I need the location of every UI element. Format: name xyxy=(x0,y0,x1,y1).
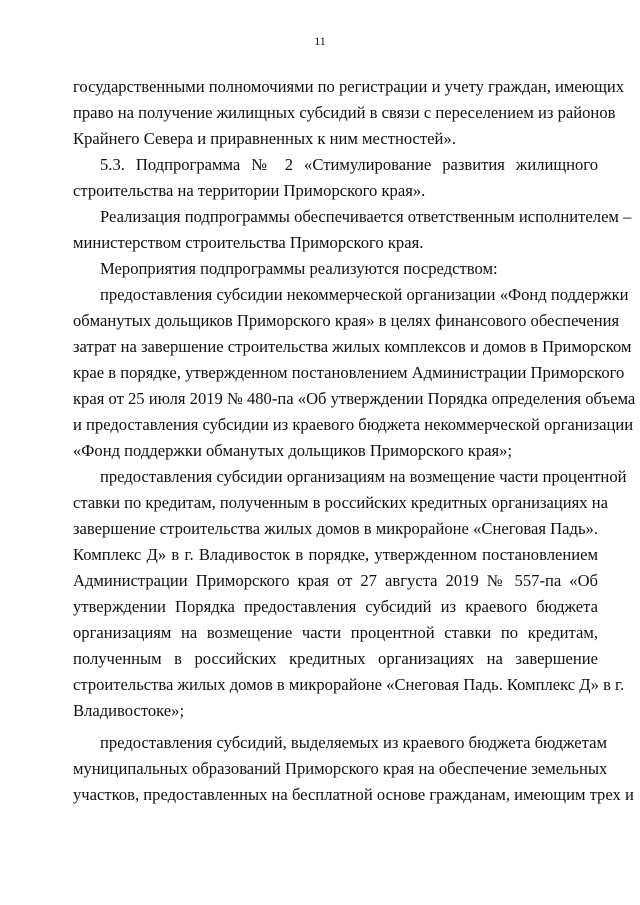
text-line: края от 25 июля 2019 № 480-па «Об утверждении Порядка определения объема xyxy=(73,389,636,408)
text-line: Крайнего Севера и приравненных к ним местностей». xyxy=(73,129,456,148)
text-line: предоставления субсидии некоммерческой организации «Фонд поддержки xyxy=(100,285,629,304)
text-line: Владивостоке»; xyxy=(73,701,185,720)
text-line: государственными полномочиями по регистрации и учету граждан, имеющих xyxy=(73,77,625,96)
text-line: Администрации Приморского края от 27 августа 2019 № 557-па «Об xyxy=(73,571,598,590)
text-line: ставки по кредитам, полученным в российских кредитных организациях на xyxy=(73,493,609,512)
text-line: затрат на завершение строительства жилых комплексов и домов в Приморском xyxy=(73,337,632,356)
text-line: и предоставления субсидии из краевого бюджета некоммерческой организации xyxy=(73,415,634,434)
text-line: обманутых дольщиков Приморского края» в целях финансового обеспечения xyxy=(73,311,620,330)
text-line: Мероприятия подпрограммы реализуются посредством: xyxy=(100,259,498,278)
section-heading-line: строительства на территории Приморского края». xyxy=(73,181,426,200)
text-line: утверждении Порядка предоставления субсидий из краевого бюджета xyxy=(73,597,598,616)
text-line: завершение строительства жилых домов в микрорайоне «Снеговая Падь». xyxy=(73,519,598,538)
text-line: «Фонд поддержки обманутых дольщиков Приморского края»; xyxy=(73,441,513,460)
text-line: Реализация подпрограммы обеспечивается ответственным исполнителем – xyxy=(100,207,632,226)
page-number: 11 xyxy=(314,34,326,48)
section-heading-line: 5.3. Подпрограмма № 2 «Стимулирование развития жилищного xyxy=(100,155,598,174)
text-line: организациям на возмещение части процентной ставки по кредитам, xyxy=(73,623,598,642)
text-line: предоставления субсидий, выделяемых из краевого бюджета бюджетам xyxy=(100,733,607,752)
text-line: муниципальных образований Приморского края на обеспечение земельных xyxy=(73,759,608,778)
text-line: строительства жилых домов в микрорайоне «Снеговая Падь. Комплекс Д» в г. xyxy=(73,675,625,694)
text-line: Комплекс Д» в г. Владивосток в порядке, утвержденном постановлением xyxy=(73,545,598,564)
text-line: министерством строительства Приморского края. xyxy=(73,233,424,252)
text-line: крае в порядке, утвержденном постановлением Администрации Приморского xyxy=(73,363,625,382)
text-line: право на получение жилищных субсидий в связи с переселением из районов xyxy=(73,103,616,122)
text-line: полученным в российских кредитных организациях на завершение xyxy=(73,649,598,668)
text-line: участков, предоставленных на бесплатной основе гражданам, имеющим трех и xyxy=(73,785,634,804)
text-line: предоставления субсидии организациям на возмещение части процентной xyxy=(100,467,627,486)
